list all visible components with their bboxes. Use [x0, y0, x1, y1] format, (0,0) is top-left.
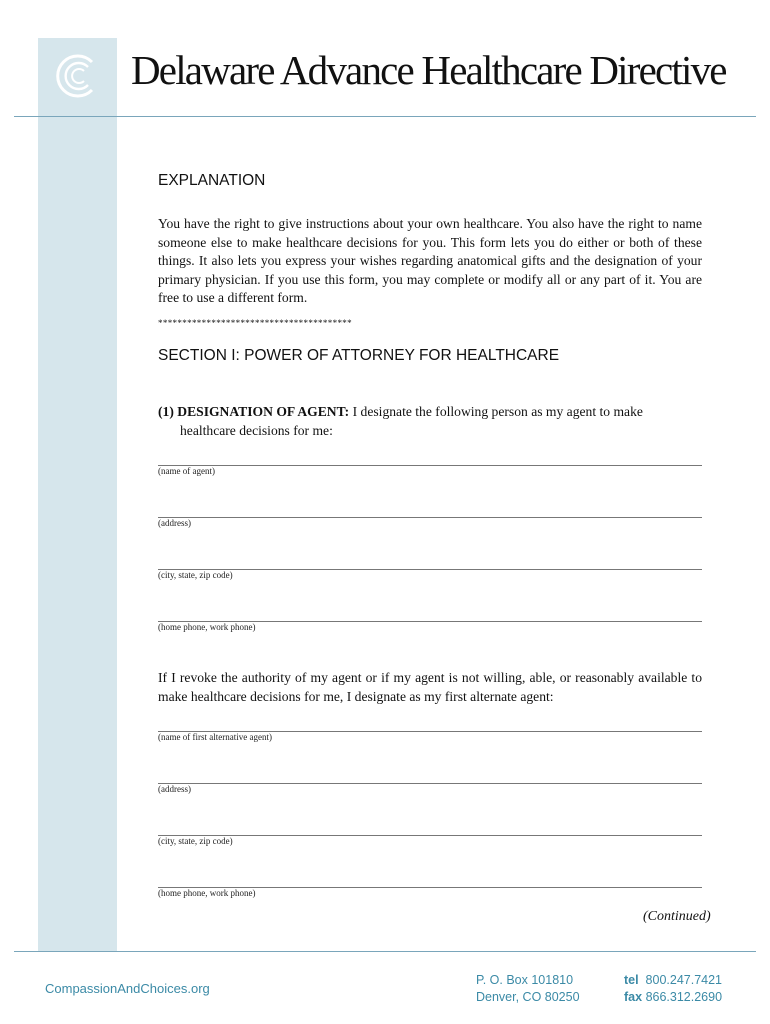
tel-label: tel: [624, 973, 639, 987]
footer-divider: [14, 951, 756, 952]
agent-address-field[interactable]: [158, 517, 702, 518]
explanation-heading: EXPLANATION: [158, 172, 266, 189]
designation-of-agent-paragraph: [158, 402, 702, 440]
footer-tel-line: [624, 972, 722, 989]
designation-text: I designate the following person as my agent to make: [352, 404, 643, 419]
page-title: Delaware Advance Healthcare Directive: [131, 47, 726, 93]
section-1-heading: SECTION I: POWER OF ATTORNEY FOR HEALTHCARE: [158, 347, 560, 364]
agent-address-label: (address): [158, 518, 191, 528]
footer-fax-line: [624, 989, 722, 1006]
alternate-agent-city-state-zip-label: (city, state, zip code): [158, 836, 233, 846]
fax-label: fax: [624, 990, 643, 1004]
agent-name-field[interactable]: [158, 465, 702, 466]
footer-po-box: P. O. Box 101810: [476, 973, 574, 987]
designation-continuation: healthcare decisions for me:: [180, 423, 333, 438]
footer-contact: [624, 972, 722, 1006]
alternate-agent-address-field[interactable]: [158, 783, 702, 784]
fax-number: 866.312.2690: [645, 990, 723, 1004]
compassion-and-choices-logo-icon: [52, 50, 104, 102]
alternate-agent-address-label: (address): [158, 784, 191, 794]
agent-city-state-zip-label: (city, state, zip code): [158, 570, 233, 580]
explanation-paragraph: You have the right to give instructions about your own healthcare. You also have the right to name someone else to make healthcare decisions for you. This form lets you do either or both of these things. It also lets you express your wishes regarding anatomical gifts and the designation of your primary physician. If you use this form, you may complete or modify all or any part of it. You are free to use a different form.: [158, 216, 702, 305]
designation-lead: (1) DESIGNATION OF AGENT:: [158, 404, 350, 419]
agent-phone-label: (home phone, work phone): [158, 622, 256, 632]
alternate-agent-phone-label: (home phone, work phone): [158, 888, 256, 898]
separator-stars: ****************************************: [158, 318, 352, 328]
alternate-agent-name-label: (name of first alternative agent): [158, 732, 272, 742]
agent-name-label: (name of agent): [158, 466, 215, 476]
footer-address: [476, 972, 580, 1006]
revoke-paragraph: If I revoke the authority of my agent or if my agent is not willing, able, or reasonably available to make healthcare decisions for me, I designate as my first alternate agent:: [158, 670, 702, 704]
continued-note: (Continued): [643, 909, 711, 924]
agent-city-state-zip-field[interactable]: [158, 569, 702, 570]
footer-city: Denver, CO 80250: [476, 990, 580, 1004]
alternate-agent-city-state-zip-field[interactable]: [158, 835, 702, 836]
footer-website-link[interactable]: CompassionAndChoices.org: [45, 981, 210, 996]
header-divider: [14, 116, 756, 117]
tel-number: 800.247.7421: [645, 973, 723, 987]
sidebar-band: [38, 38, 117, 952]
